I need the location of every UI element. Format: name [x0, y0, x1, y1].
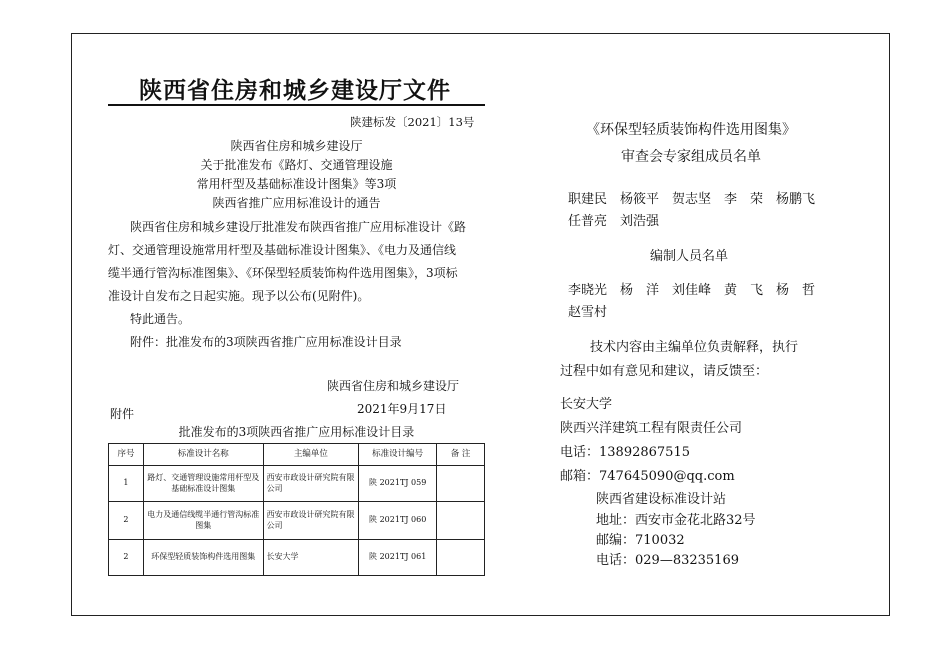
remark [437, 502, 485, 540]
column-header: 备 注 [437, 444, 485, 466]
header-rule [108, 104, 485, 106]
row-number: 2 [109, 540, 144, 576]
issuer: 陕西省住房和城乡建设厅 [327, 379, 460, 393]
body-line-3: 缆半通行管沟标准图集》、《环保型轻质装饰构件选用图集》，3项标 [108, 266, 458, 280]
remark [437, 540, 485, 576]
station-address: 地址：西安市金花北路32号 [596, 513, 756, 528]
tech-note-line-2: 过程中如有意见和建议，请反馈至： [560, 364, 769, 379]
editor-names-line-1: 李晓光 杨 洋 刘佳峰 黄 飞 杨 哲 [568, 283, 816, 298]
column-header: 序号 [109, 444, 144, 466]
column-header: 主编单位 [263, 444, 359, 466]
table-row [109, 502, 485, 540]
standard-code: 陕 2021TJ 059 [359, 466, 437, 502]
standard-name: 路灯、交通管理设施常用杆型及基础标准设计图集 [143, 466, 263, 502]
table-header-row [109, 444, 485, 466]
attachment-label: 附件 [110, 407, 135, 421]
tech-note-line-1: 技术内容由主编单位负责解释，执行 [590, 340, 799, 355]
column-header: 标准设计名称 [143, 444, 263, 466]
notice-title-line-2: 关于批准发布《路灯、交通管理设施 [200, 158, 393, 172]
table-title: 批准发布的3项陕西省推广应用标准设计目录 [178, 425, 415, 439]
document-number: 陕建标发〔2021〕13号 [350, 115, 475, 129]
organization-1: 长安大学 [560, 397, 613, 412]
notice-closing: 特此通告。 [130, 312, 191, 326]
table-row [109, 466, 485, 502]
editor-names-line-2: 赵雪村 [568, 305, 608, 320]
editor-unit: 长安大学 [263, 540, 359, 576]
body-line-1: 陕西省住房和城乡建设厅批准发布陕西省推广应用标准设计《路 [130, 220, 467, 234]
document-header-title: 陕西省住房和城乡建设厅文件 [139, 77, 451, 104]
standard-name: 环保型轻质装饰构件选用图集 [143, 540, 263, 576]
editor-unit: 西安市政设计研究院有限公司 [263, 502, 359, 540]
right-title-line-1: 《环保型轻质装饰构件选用图集》 [586, 122, 796, 138]
issue-date: 2021年9月17日 [357, 402, 447, 416]
attachment-reference: 附件：批准发布的3项陕西省推广应用标准设计目录 [130, 335, 402, 349]
station-postcode: 邮编：710032 [596, 533, 685, 548]
standard-name: 电力及通信线缆半通行管沟标准图集 [143, 502, 263, 540]
standard-code: 陕 2021TJ 061 [359, 540, 437, 576]
station-name: 陕西省建设标准设计站 [596, 492, 727, 507]
body-line-2: 灯、交通管理设施常用杆型及基础标准设计图集》、《电力及通信线 [108, 243, 457, 257]
standards-table [108, 443, 485, 576]
remark [437, 466, 485, 502]
notice-title-line-3: 常用杆型及基础标准设计图集》等3项 [196, 177, 397, 191]
editor-unit: 西安市政设计研究院有限公司 [263, 466, 359, 502]
notice-title-line-4: 陕西省推广应用标准设计的通告 [212, 196, 381, 210]
contact-email: 邮箱：747645090@qq.com [560, 469, 735, 484]
standard-code: 陕 2021TJ 060 [359, 502, 437, 540]
expert-names-line-1: 职建民 杨筱平 贺志坚 李 荣 杨鹏飞 [568, 192, 816, 207]
body-line-4: 准设计自发布之日起实施。现予以公布(见附件)。 [108, 289, 370, 303]
table-row [109, 540, 485, 576]
expert-names-line-2: 任普亮 刘浩强 [568, 214, 660, 229]
organization-2: 陕西兴洋建筑工程有限责任公司 [560, 421, 743, 436]
contact-phone: 电话：13892867515 [560, 445, 690, 460]
station-phone: 电话：029—83235169 [596, 553, 739, 568]
row-number: 1 [109, 466, 144, 502]
notice-title-line-1: 陕西省住房和城乡建设厅 [230, 139, 363, 153]
row-number: 2 [109, 502, 144, 540]
right-title-line-2: 审查会专家组成员名单 [621, 149, 761, 165]
editors-heading: 编制人员名单 [650, 249, 729, 264]
column-header: 标准设计编号 [359, 444, 437, 466]
